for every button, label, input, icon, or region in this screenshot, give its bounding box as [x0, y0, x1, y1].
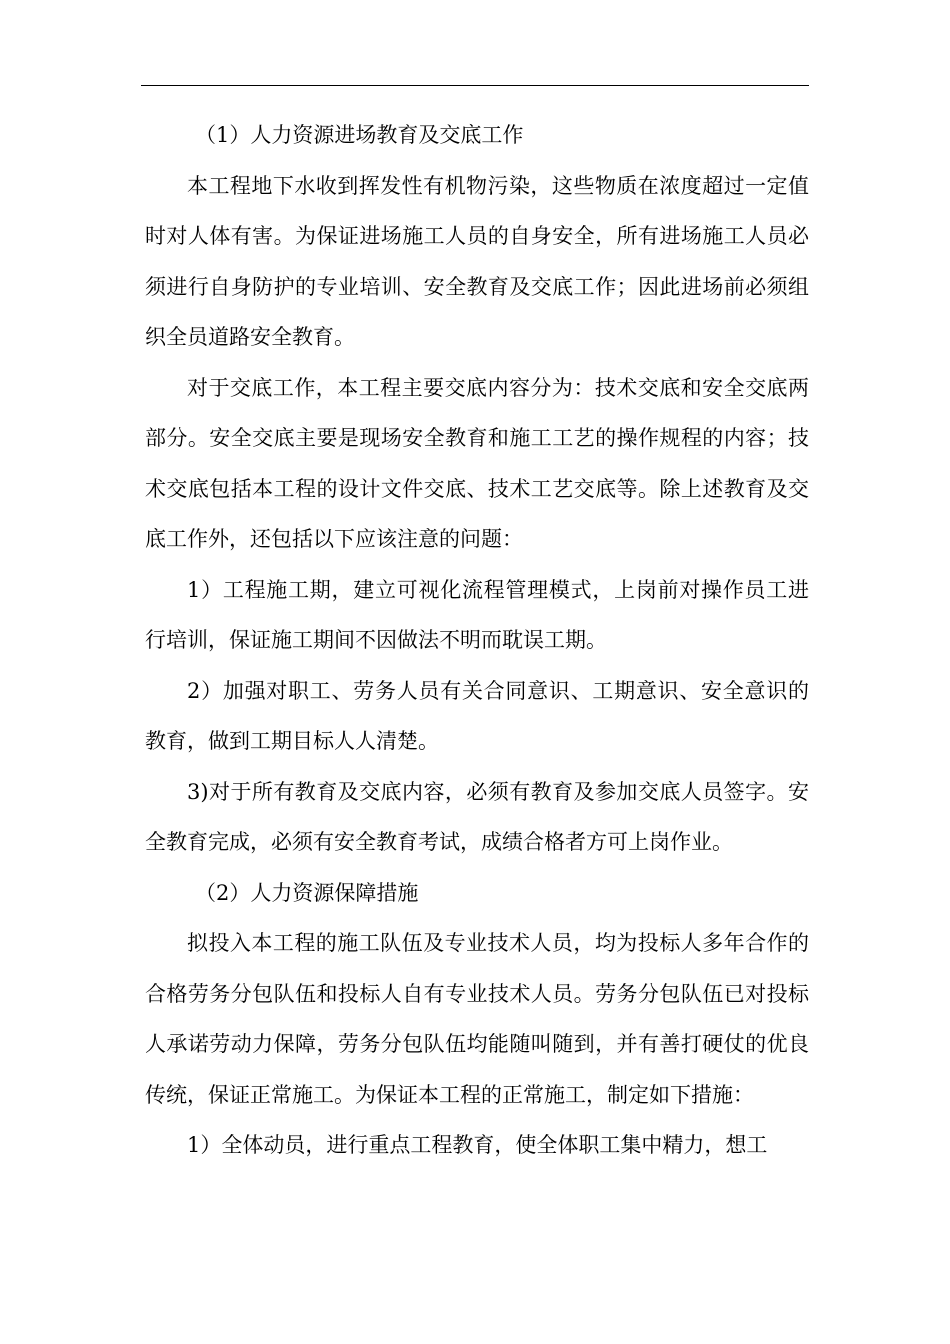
paragraph-contamination: 本工程地下水收到挥发性有机物污染，这些物质在浓度超过一定值时对人体有害。为保证进场施工人员的自身安全，所有进场施工人员必须进行自身防护的专业培训、安全教育及交底工作；因此进场前必须组织全员道路安全教育。 [145, 173, 809, 349]
paragraph-disclosure: 对于交底工作，本工程主要交底内容分为：技术交底和安全交底两部分。安全交底主要是现场安全教育和施工工艺的操作规程的内容；技术交底包括本工程的设计文件交底、技术工艺交底等。除上述教育及交底工作外，还包括以下应该注意的问题： [145, 375, 809, 551]
list-item-measure-1: 1）全体动员，进行重点工程教育，使全体职工集中精力，想工 [187, 1133, 768, 1157]
document-body [145, 110, 809, 1171]
list-item-3: 3)对于所有教育及交底内容，必须有教育及参加交底人员签字。安全教育完成，必须有安全教育考试，成绩合格者方可上岗作业。 [145, 779, 809, 854]
section-heading-1: （1）人力资源进场教育及交底工作 [195, 123, 524, 147]
section-heading-2: （2）人力资源保障措施 [195, 880, 419, 905]
header-rule [141, 85, 809, 86]
list-item-2: 2）加强对职工、劳务人员有关合同意识、工期意识、安全意识的教育，做到工期目标人人清楚。 [145, 678, 809, 753]
paragraph-workforce: 拟投入本工程的施工队伍及专业技术人员，均为投标人多年合作的合格劳务分包队伍和投标人自有专业技术人员。劳务分包队伍已对投标人承诺劳动力保障，劳务分包队伍均能随叫随到，并有善打硬仗的优良传统，保证正常施工。为保证本工程的正常施工，制定如下措施： [145, 931, 809, 1107]
list-item-1: 1）工程施工期，建立可视化流程管理模式，上岗前对操作员工进行培训，保证施工期间不因做法不明而耽误工期。 [145, 577, 809, 652]
